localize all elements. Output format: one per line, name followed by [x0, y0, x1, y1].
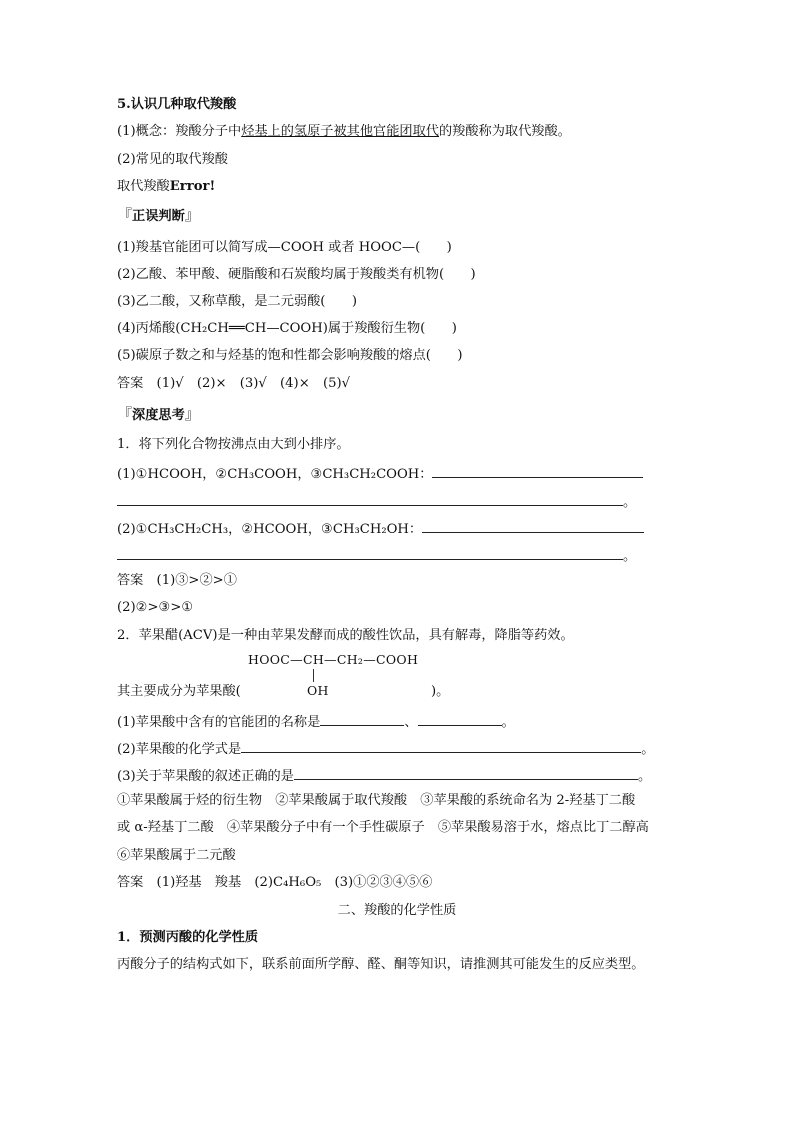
- answer-blank[interactable]: [241, 738, 641, 753]
- answer-blank[interactable]: [117, 491, 623, 506]
- q1a-line: [117, 463, 643, 484]
- formula-bond: [313, 669, 314, 682]
- answer-2: 答案 (1)羟基 羧基 (2)C₄H₆O₅ (3)①②③④⑤⑥: [117, 875, 433, 890]
- malic-acid-formula: HOOC—CH—CH₂—COOH: [248, 652, 419, 667]
- q1b-line: [117, 518, 644, 539]
- q1b-text: (2)①CH₃CH₂CH₃，②HCOOH，③CH₃CH₂OH：: [117, 522, 423, 537]
- section-title: 5.认识几种取代羧酸: [117, 97, 237, 112]
- q2-2-line: [117, 738, 654, 759]
- question-2: 2．苹果醋(ACV)是一种由苹果发酵而成的酸性饮品，具有解毒，降脂等药效。: [117, 628, 574, 643]
- formula-oh: OH: [307, 683, 329, 698]
- period: 。: [623, 495, 637, 510]
- section-heading: 二、羧酸的化学性质: [337, 903, 457, 918]
- deep-header-text: 深度思考: [132, 408, 185, 423]
- subsection-title: 1．预测丙酸的化学性质: [117, 930, 259, 945]
- q2-3-text: (3)关于苹果酸的叙述正确的是: [117, 769, 294, 784]
- option-line: ①苹果酸属于烃的衍生物 ②苹果酸属于取代羧酸 ③苹果酸的系统命名为 2-羟基丁二酸: [117, 793, 636, 808]
- concept-line: [117, 123, 571, 141]
- judge-header: 『正误判断』: [117, 206, 200, 224]
- answer-blank[interactable]: [432, 463, 643, 478]
- concept-pre: (1)概念：羧酸分子中: [117, 124, 242, 139]
- judge-item: (3)乙二酸，又称草酸，是二元弱酸( ): [117, 294, 357, 309]
- period: 。: [501, 715, 515, 730]
- error-text: Error!: [169, 179, 216, 194]
- option-line: ⑥苹果酸属于二元酸: [117, 848, 236, 863]
- error-line: [117, 178, 215, 196]
- question-1: 1．将下列化合物按沸点由大到小排序。: [117, 437, 350, 452]
- q2-main-pre: 其主要成分为苹果酸(: [117, 684, 241, 699]
- q1a-text: (1)①HCOOH，②CH₃COOH，③CH₃CH₂COOH：: [117, 467, 433, 482]
- judge-item: (5)碳原子数之和与烃基的饱和性都会影响羧酸的熔点( ): [117, 348, 463, 363]
- judge-header-text: 正误判断: [132, 209, 185, 224]
- judge-item: (1)羧基官能团可以简写成—COOH 或者 HOOC—( ): [117, 240, 452, 255]
- answer-blank[interactable]: [320, 711, 404, 726]
- concept-post: 的羧酸称为取代羧酸。: [439, 124, 571, 139]
- answer-blank[interactable]: [294, 765, 638, 780]
- answer-blank[interactable]: [117, 545, 623, 560]
- period: 。: [637, 769, 652, 784]
- judge-item: (4)丙烯酸(CH₂CH══CH—COOH)属于羧酸衍生物( ): [117, 321, 457, 336]
- deep-header: 『深度思考』: [117, 405, 200, 423]
- answer-1a: 答案 (1)③>②>①: [117, 573, 237, 588]
- q2-3-line: [117, 765, 651, 786]
- q1a-line2: [117, 491, 636, 512]
- paragraph: 丙酸分子的结构式如下，联系前面所学醇、醛、酮等知识，请推测其可能发生的反应类型。: [117, 957, 645, 972]
- answer-blank[interactable]: [418, 711, 502, 726]
- q2-1-line: [117, 711, 515, 732]
- q2-1-text: (1)苹果酸中含有的官能团的名称是: [117, 715, 321, 730]
- q1b-line2: [117, 545, 636, 566]
- q2-2-text: (2)苹果酸的化学式是: [117, 742, 242, 757]
- error-pre: 取代羧酸: [117, 179, 170, 194]
- concept-underlined: 烃基上的氢原子被其他官能团取代: [241, 124, 439, 139]
- judge-answer: 答案 (1)√ (2)× (3)√ (4)× (5)√: [117, 376, 351, 391]
- period: 。: [641, 742, 655, 757]
- judge-item: (2)乙酸、苯甲酸、硬脂酸和石炭酸均属于羧酸类有机物( ): [117, 267, 476, 282]
- answer-blank[interactable]: [422, 518, 644, 533]
- answer-1b: (2)②>③>①: [117, 600, 194, 615]
- period: 。: [623, 549, 637, 564]
- q2-main-post: )。: [431, 684, 450, 699]
- common-line: (2)常见的取代羧酸: [117, 152, 228, 167]
- option-line: 或 α-羟基丁二酸 ④苹果酸分子中有一个手性碳原子 ⑤苹果酸易溶于水，熔点比丁二醇高: [117, 820, 649, 835]
- separator: 、: [404, 715, 418, 730]
